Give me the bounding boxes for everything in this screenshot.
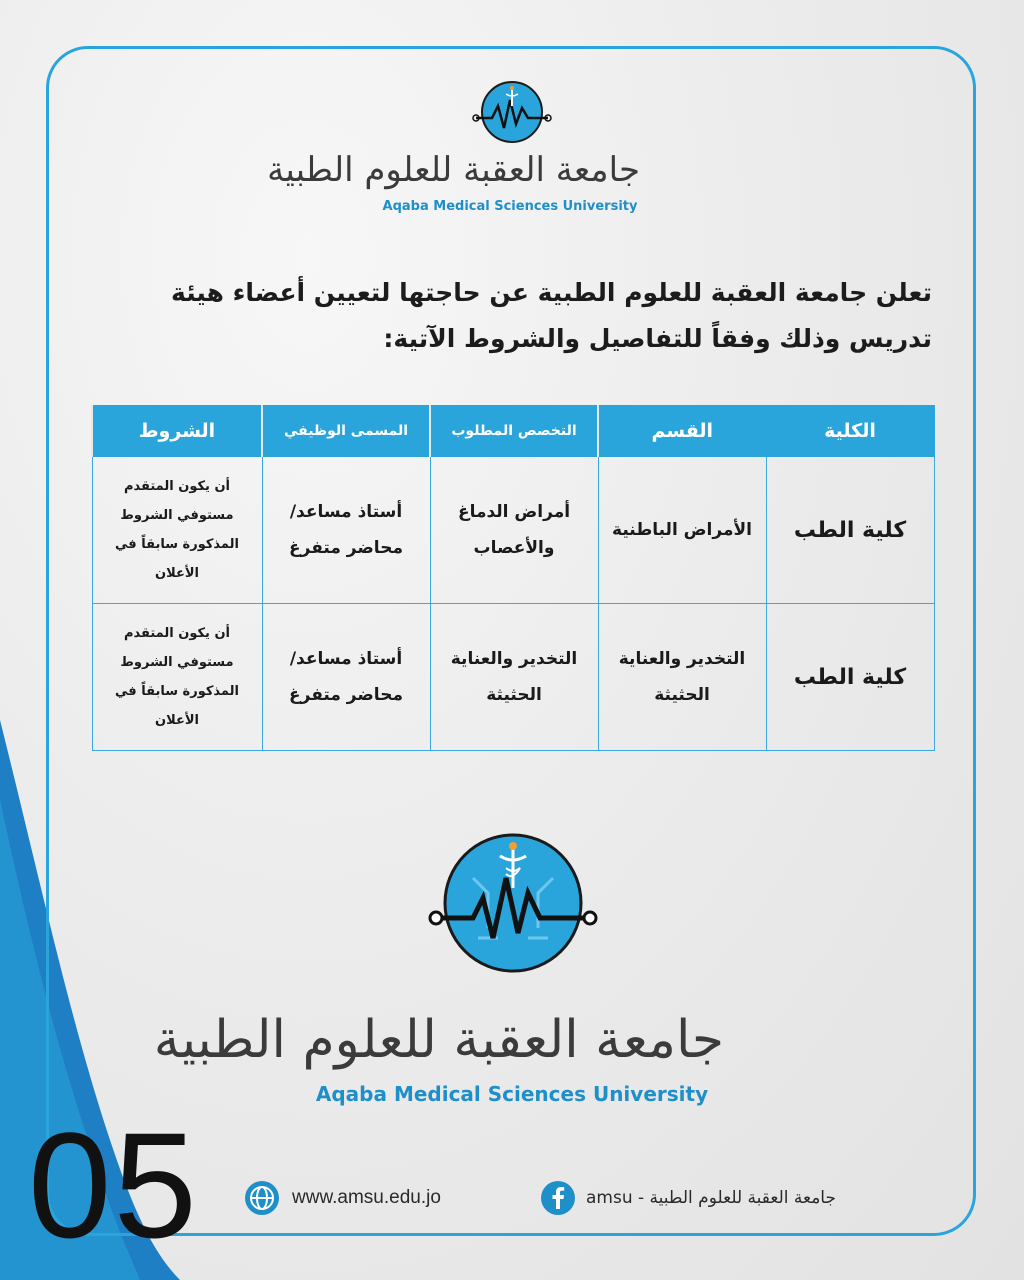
cell-faculty: كلية الطب (766, 457, 934, 604)
table-row (92, 604, 934, 751)
university-logo-top (462, 62, 562, 162)
cell-specialty: أمراض الدماغ والأعصاب (430, 457, 598, 604)
cell-job-title: أستاذ مساعد/ محاضر متفرغ (262, 457, 430, 604)
table-header-row (92, 406, 934, 457)
cell-department: التخدير والعناية الحثيثة (598, 604, 766, 751)
website-text: www.amsu.edu.jo (292, 1187, 441, 1208)
header-faculty: الكلية (766, 406, 934, 457)
globe-icon (244, 1180, 280, 1216)
cell-faculty: كلية الطب (766, 604, 934, 751)
website-link[interactable] (244, 1180, 441, 1216)
facebook-text: جامعة العقبة للعلوم الطبية - amsu (586, 1188, 836, 1208)
table-row (92, 457, 934, 604)
header-conditions: الشروط (92, 406, 262, 457)
header-specialty: التخصص المطلوب (430, 406, 598, 457)
header-job-title: المسمى الوظيفي (262, 406, 430, 457)
header-department: القسم (598, 406, 766, 457)
university-english-name-top: Aqaba Medical Sciences University (382, 199, 638, 214)
page-number: 05 (28, 1101, 199, 1269)
university-arabic-name-bottom: جامعة العقبة للعلوم الطبية (153, 1010, 724, 1070)
cell-specialty: التخدير والعناية الحثيثة (430, 604, 598, 751)
cell-conditions: أن يكون المتقدم مستوفي الشروط المذكورة سابقاً في الأعلان (92, 604, 262, 751)
facebook-icon (540, 1180, 576, 1216)
university-english-name-bottom: Aqaba Medical Sciences University (315, 1082, 709, 1106)
announcement-intro: تعلن جامعة العقبة للعلوم الطبية عن حاجتها لتعيين أعضاء هيئة تدريس وذلك وفقاً للتفاصيل والشروط الآتية: (171, 278, 932, 353)
cell-department: الأمراض الباطنية (598, 457, 766, 604)
cell-conditions: أن يكون المتقدم مستوفي الشروط المذكورة سابقاً في الأعلان (92, 457, 262, 604)
university-arabic-name-top: جامعة العقبة للعلوم الطبية (267, 150, 640, 190)
university-logo-bottom (418, 808, 608, 998)
facebook-link[interactable] (540, 1180, 836, 1216)
jobs-table (91, 405, 935, 751)
cell-job-title: أستاذ مساعد/ محاضر متفرغ (262, 604, 430, 751)
